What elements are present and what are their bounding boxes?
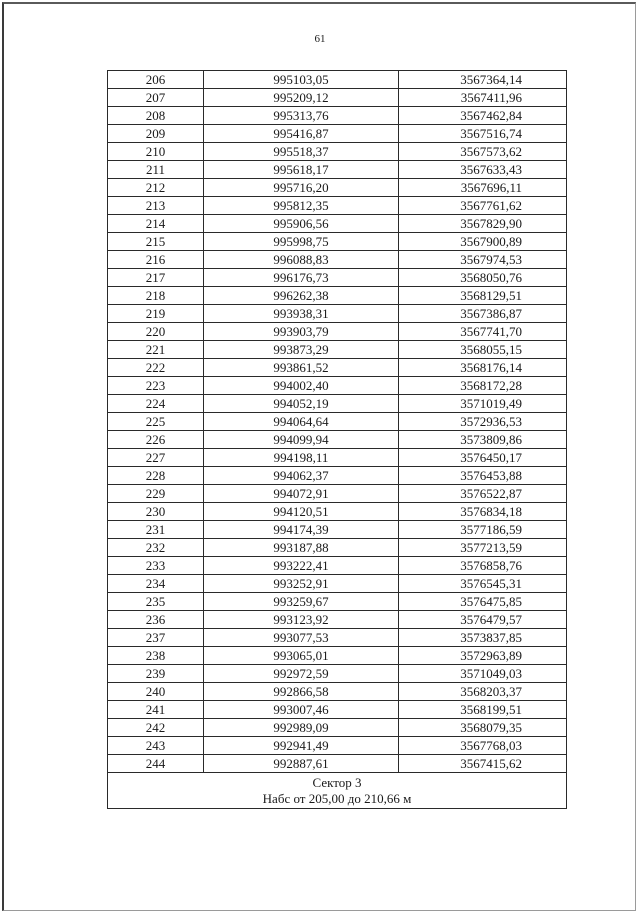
x-coordinate-cell: 993873,29 (204, 341, 399, 359)
point-number-cell: 234 (108, 575, 204, 593)
point-number-cell: 216 (108, 251, 204, 269)
point-number-cell: 206 (108, 71, 204, 89)
point-number-cell: 220 (108, 323, 204, 341)
y-coordinate-cell: 3576522,87 (399, 485, 567, 503)
point-number-cell: 229 (108, 485, 204, 503)
y-coordinate-cell: 3567364,14 (399, 71, 567, 89)
y-coordinate-cell: 3567900,89 (399, 233, 567, 251)
y-coordinate-cell: 3567696,11 (399, 179, 567, 197)
y-coordinate-cell: 3568079,35 (399, 719, 567, 737)
table-row (108, 395, 567, 413)
table-row (108, 125, 567, 143)
y-coordinate-cell: 3567761,62 (399, 197, 567, 215)
y-coordinate-cell: 3573809,86 (399, 431, 567, 449)
point-number-cell: 213 (108, 197, 204, 215)
table-row (108, 449, 567, 467)
point-number-cell: 236 (108, 611, 204, 629)
point-number-cell: 225 (108, 413, 204, 431)
y-coordinate-cell: 3567829,90 (399, 215, 567, 233)
x-coordinate-cell: 995416,87 (204, 125, 399, 143)
y-coordinate-cell: 3571049,03 (399, 665, 567, 683)
x-coordinate-cell: 992887,61 (204, 755, 399, 773)
table-row (108, 575, 567, 593)
point-number-cell: 242 (108, 719, 204, 737)
table-row (108, 467, 567, 485)
table-row (108, 305, 567, 323)
point-number-cell: 231 (108, 521, 204, 539)
x-coordinate-cell: 993077,53 (204, 629, 399, 647)
x-coordinate-cell: 994099,94 (204, 431, 399, 449)
x-coordinate-cell: 993222,41 (204, 557, 399, 575)
x-coordinate-cell: 995716,20 (204, 179, 399, 197)
point-number-cell: 208 (108, 107, 204, 125)
table-row (108, 71, 567, 89)
point-number-cell: 212 (108, 179, 204, 197)
x-coordinate-cell: 995103,05 (204, 71, 399, 89)
y-coordinate-cell: 3567462,84 (399, 107, 567, 125)
point-number-cell: 211 (108, 161, 204, 179)
x-coordinate-cell: 992989,09 (204, 719, 399, 737)
table-row (108, 179, 567, 197)
x-coordinate-cell: 995518,37 (204, 143, 399, 161)
x-coordinate-cell: 992972,59 (204, 665, 399, 683)
point-number-cell: 210 (108, 143, 204, 161)
x-coordinate-cell: 993938,31 (204, 305, 399, 323)
y-coordinate-cell: 3572936,53 (399, 413, 567, 431)
point-number-cell: 243 (108, 737, 204, 755)
y-coordinate-cell: 3572963,89 (399, 647, 567, 665)
x-coordinate-cell: 994002,40 (204, 377, 399, 395)
height-range: Набс от 205,00 до 210,66 м (262, 790, 412, 806)
coordinates-table (107, 70, 567, 809)
y-coordinate-cell: 3567415,62 (399, 755, 567, 773)
x-coordinate-cell: 993903,79 (204, 323, 399, 341)
coordinates-table-body (108, 71, 567, 773)
point-number-cell: 227 (108, 449, 204, 467)
point-number-cell: 244 (108, 755, 204, 773)
table-row (108, 683, 567, 701)
y-coordinate-cell: 3576450,17 (399, 449, 567, 467)
table-row (108, 107, 567, 125)
x-coordinate-cell: 994062,37 (204, 467, 399, 485)
x-coordinate-cell: 995209,12 (204, 89, 399, 107)
table-row (108, 341, 567, 359)
y-coordinate-cell: 3567633,43 (399, 161, 567, 179)
y-coordinate-cell: 3567573,62 (399, 143, 567, 161)
table-row (108, 611, 567, 629)
point-number-cell: 238 (108, 647, 204, 665)
point-number-cell: 215 (108, 233, 204, 251)
x-coordinate-cell: 996262,38 (204, 287, 399, 305)
table-row (108, 413, 567, 431)
x-coordinate-cell: 992866,58 (204, 683, 399, 701)
table-row (108, 719, 567, 737)
point-number-cell: 230 (108, 503, 204, 521)
y-coordinate-cell: 3577186,59 (399, 521, 567, 539)
x-coordinate-cell: 993187,88 (204, 539, 399, 557)
table-row (108, 539, 567, 557)
table-row (108, 665, 567, 683)
table-row (108, 323, 567, 341)
y-coordinate-cell: 3567386,87 (399, 305, 567, 323)
table-row (108, 701, 567, 719)
y-coordinate-cell: 3568176,14 (399, 359, 567, 377)
x-coordinate-cell: 995998,75 (204, 233, 399, 251)
y-coordinate-cell: 3576545,31 (399, 575, 567, 593)
point-number-cell: 221 (108, 341, 204, 359)
page-number: 61 (314, 33, 326, 45)
table-row (108, 197, 567, 215)
x-coordinate-cell: 992941,49 (204, 737, 399, 755)
point-number-cell: 218 (108, 287, 204, 305)
point-number-cell: 224 (108, 395, 204, 413)
y-coordinate-cell: 3576858,76 (399, 557, 567, 575)
x-coordinate-cell: 993007,46 (204, 701, 399, 719)
table-row (108, 503, 567, 521)
x-coordinate-cell: 995618,17 (204, 161, 399, 179)
x-coordinate-cell: 995313,76 (204, 107, 399, 125)
point-number-cell: 228 (108, 467, 204, 485)
table-row (108, 647, 567, 665)
point-number-cell: 222 (108, 359, 204, 377)
x-coordinate-cell: 994052,19 (204, 395, 399, 413)
y-coordinate-cell: 3567516,74 (399, 125, 567, 143)
table-row (108, 161, 567, 179)
table-row (108, 431, 567, 449)
y-coordinate-cell: 3576479,57 (399, 611, 567, 629)
x-coordinate-cell: 994198,11 (204, 449, 399, 467)
table-row (108, 251, 567, 269)
table-row (108, 557, 567, 575)
x-coordinate-cell: 994064,64 (204, 413, 399, 431)
y-coordinate-cell: 3576834,18 (399, 503, 567, 521)
table-row (108, 377, 567, 395)
y-coordinate-cell: 3573837,85 (399, 629, 567, 647)
y-coordinate-cell: 3577213,59 (399, 539, 567, 557)
table-row (108, 629, 567, 647)
table-row (108, 359, 567, 377)
table-row (108, 521, 567, 539)
y-coordinate-cell: 3567768,03 (399, 737, 567, 755)
y-coordinate-cell: 3568129,51 (399, 287, 567, 305)
table-row (108, 233, 567, 251)
table-row (108, 215, 567, 233)
x-coordinate-cell: 994174,39 (204, 521, 399, 539)
y-coordinate-cell: 3567741,70 (399, 323, 567, 341)
y-coordinate-cell: 3571019,49 (399, 395, 567, 413)
y-coordinate-cell: 3567974,53 (399, 251, 567, 269)
y-coordinate-cell: 3568203,37 (399, 683, 567, 701)
y-coordinate-cell: 3568199,51 (399, 701, 567, 719)
y-coordinate-cell: 3568172,28 (399, 377, 567, 395)
x-coordinate-cell: 994072,91 (204, 485, 399, 503)
point-number-cell: 223 (108, 377, 204, 395)
y-coordinate-cell: 3568050,76 (399, 269, 567, 287)
table-row (108, 593, 567, 611)
table-row (108, 737, 567, 755)
point-number-cell: 240 (108, 683, 204, 701)
table-row (108, 89, 567, 107)
x-coordinate-cell: 993065,01 (204, 647, 399, 665)
point-number-cell: 219 (108, 305, 204, 323)
table-row (108, 755, 567, 773)
point-number-cell: 241 (108, 701, 204, 719)
point-number-cell: 233 (108, 557, 204, 575)
y-coordinate-cell: 3567411,96 (399, 89, 567, 107)
point-number-cell: 232 (108, 539, 204, 557)
y-coordinate-cell: 3568055,15 (399, 341, 567, 359)
x-coordinate-cell: 993123,92 (204, 611, 399, 629)
y-coordinate-cell: 3576475,85 (399, 593, 567, 611)
sector-title: Сектор 3 (312, 774, 362, 790)
sector-footer-row (108, 773, 567, 809)
x-coordinate-cell: 995906,56 (204, 215, 399, 233)
x-coordinate-cell: 996088,83 (204, 251, 399, 269)
y-coordinate-cell: 3576453,88 (399, 467, 567, 485)
point-number-cell: 235 (108, 593, 204, 611)
point-number-cell: 239 (108, 665, 204, 683)
table-row (108, 143, 567, 161)
x-coordinate-cell: 994120,51 (204, 503, 399, 521)
point-number-cell: 207 (108, 89, 204, 107)
point-number-cell: 209 (108, 125, 204, 143)
table-row (108, 287, 567, 305)
sector-footer-cell (108, 773, 567, 809)
x-coordinate-cell: 993259,67 (204, 593, 399, 611)
point-number-cell: 237 (108, 629, 204, 647)
x-coordinate-cell: 993252,91 (204, 575, 399, 593)
x-coordinate-cell: 995812,35 (204, 197, 399, 215)
point-number-cell: 226 (108, 431, 204, 449)
x-coordinate-cell: 993861,52 (204, 359, 399, 377)
table-row (108, 485, 567, 503)
point-number-cell: 217 (108, 269, 204, 287)
point-number-cell: 214 (108, 215, 204, 233)
table-row (108, 269, 567, 287)
x-coordinate-cell: 996176,73 (204, 269, 399, 287)
